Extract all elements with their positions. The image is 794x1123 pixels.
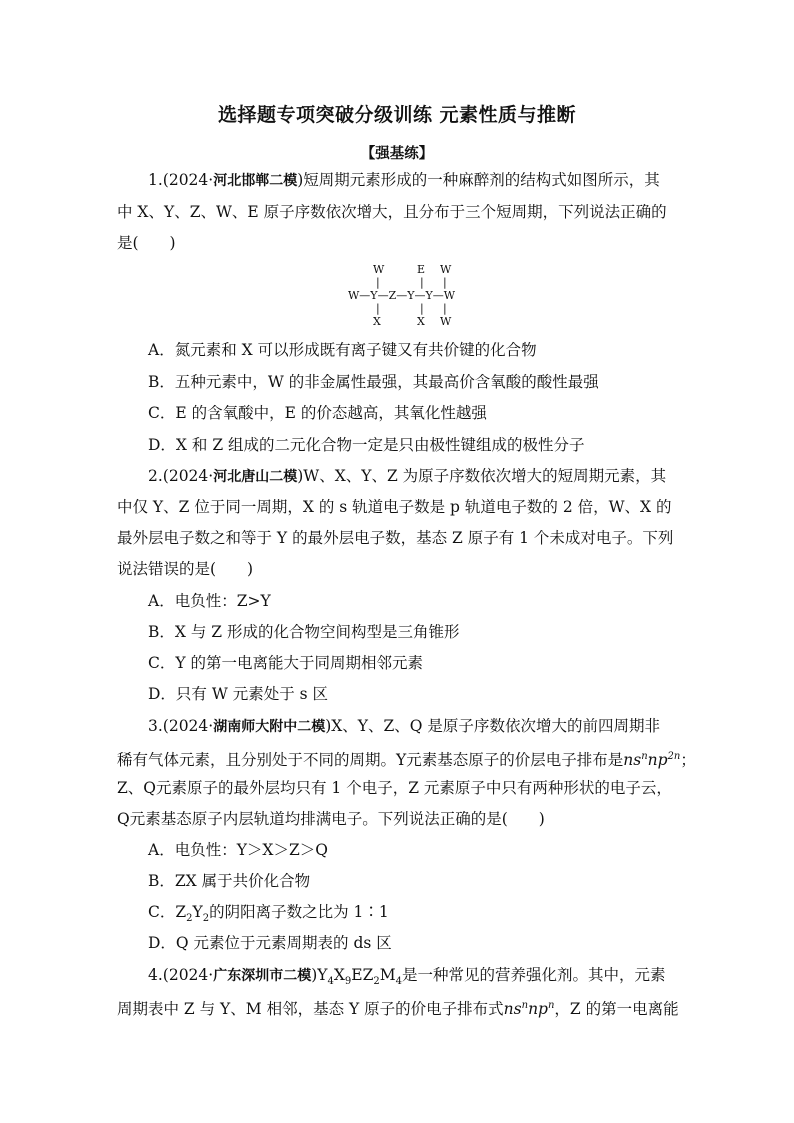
q1-option-d: D．X 和 Z 组成的二元化合物一定是只由极性键组成的极性分子: [148, 436, 585, 454]
q3-source: 湖南师大附中二模: [213, 719, 326, 735]
atom-e-top: E: [417, 263, 426, 276]
q1-line-2: 中 X、Y、Z、W、E 原子序数依次增大，且分布于三个短周期，下列说法正确的: [117, 203, 667, 221]
bond-top3: |: [443, 276, 447, 289]
q2-line-2: 中仅 Y、Z 位于同一周期，X 的 s 轨道电子数是 p 轨道电子数的 2 倍，W、X 的: [117, 498, 672, 516]
q3-line-1: 3.(2024·湖南师大附中二模)X、Y、Z、Q 是原子序数依次增大的前四周期非: [148, 717, 660, 735]
bond-bot3: |: [443, 302, 447, 315]
q3-line-2: 稀有气体元素，且分别处于不同的周期。Y元素基态原子的价层电子排布是$ns^nnp^{2n}$；: [117, 751, 696, 770]
structural-formula: [340, 260, 480, 332]
q3-option-a: A．电负性：Y＞X＞Z＞Q: [148, 841, 328, 859]
q1-option-c: C．E 的含氧酸中，E 的价态越高，其氧化性越强: [148, 404, 487, 422]
q1-source: 河北邯郸二模: [213, 173, 298, 189]
atom-x-bot1: X: [373, 315, 381, 328]
q3-line-4: Q元素基态原子内层轨道均排满电子。下列说法正确的是( ): [117, 810, 545, 828]
q2-line-3: 最外层电子数之和等于 Y 的最外层电子数，基态 Z 原子有 1 个未成对电子。下列: [117, 529, 674, 547]
q1-option-b: B．五种元素中，W 的非金属性最强，其最高价含氧酸的酸性最强: [148, 373, 599, 391]
q3-option-c: C．$Z_2Y_2$的阴阳离子数之比为 1∶1: [148, 903, 389, 925]
atom-w-top2: W: [440, 263, 452, 276]
q1-option-a: A．氮元素和 X 可以形成既有离子键又有共价键的化合物: [148, 341, 537, 359]
q3-option-b: B．ZX 属于共价化合物: [148, 872, 311, 890]
page-title: 选择题专项突破分级训练 元素性质与推断: [217, 104, 577, 126]
q2-option-a: A．电负性：Z>Y: [148, 592, 271, 610]
q1-line-1: 1.(2024·河北邯郸二模)短周期元素形成的一种麻醉剂的结构式如图所示，其: [148, 171, 660, 189]
q2-line-4: 说法错误的是( ): [117, 560, 254, 578]
q2-line-1: 2.(2024·河北唐山二模)W、X、Y、Z 为原子序数依次增大的短周期元素，其: [148, 467, 667, 485]
bond-bot2: |: [420, 302, 424, 315]
q4-line-2: 周期表中 Z 与 Y、M 相邻，基态 Y 原子的价电子排布式$ns^nnp^n$，Z 的第一电离能: [117, 1000, 679, 1019]
q1-line-3: 是( ): [117, 234, 176, 252]
atom-w-bot: W: [440, 315, 452, 328]
q2-option-b: B．X 与 Z 形成的化合物空间构型是三角锥形: [148, 623, 460, 641]
q4-line-1: 4.(2024·广东深圳市二模)$Y_4X_9EZ_2M_4$是一种常见的营养强化剂。其中，元素: [148, 966, 666, 988]
atom-x-bot2: X: [417, 315, 425, 328]
atom-w-top1: W: [373, 263, 385, 276]
bond-bot1: |: [376, 302, 380, 315]
q2-source: 河北唐山二模: [213, 469, 298, 485]
q4-source: 广东深圳市二模: [213, 968, 312, 984]
q3-option-d: D．Q 元素位于元素周期表的 ds 区: [148, 934, 392, 952]
q2-option-d: D．只有 W 元素处于 s 区: [148, 685, 329, 703]
bond-top2: |: [420, 276, 424, 289]
q3-line-3: Z、Q元素原子的最外层均只有 1 个电子，Z 元素原子中只有两种形状的电子云，: [117, 779, 672, 797]
structure-main-chain: W—Y—Z—Y—Y—W: [348, 289, 456, 302]
q2-option-c: C．Y 的第一电离能大于同周期相邻元素: [148, 654, 424, 672]
bond-top1: |: [376, 276, 380, 289]
section-heading: 【强基练】: [360, 146, 434, 162]
